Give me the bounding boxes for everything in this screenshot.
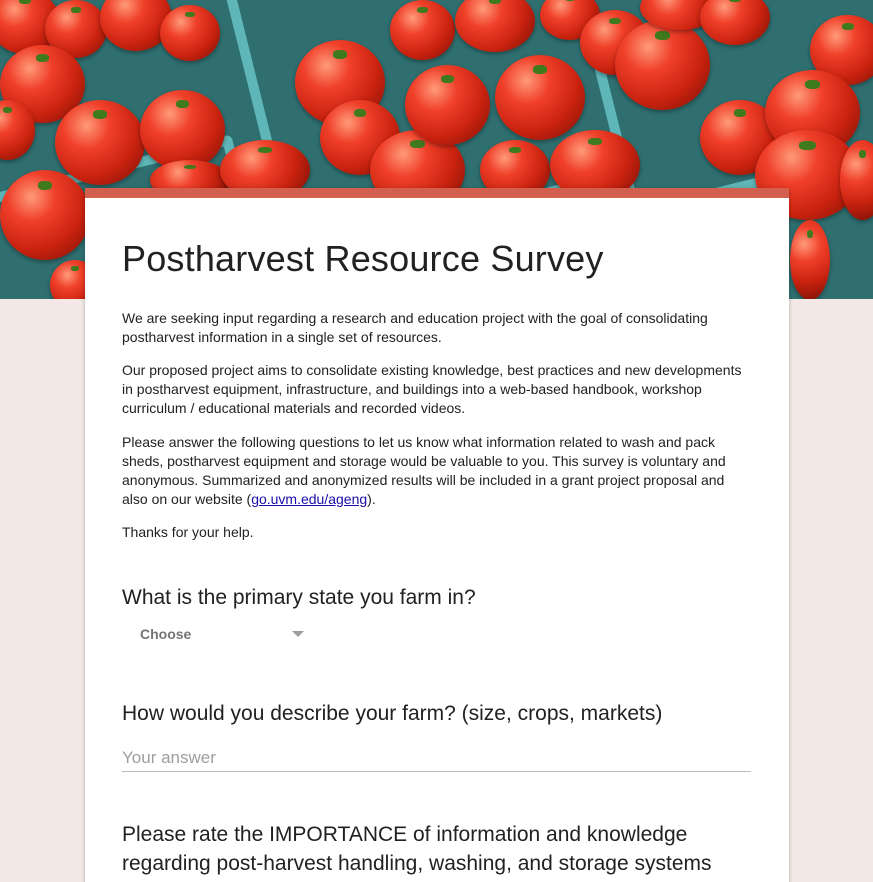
description-text: Please answer the following questions to let us know what information related to wash and pack sheds, postharvest equipment and storage would be valuable to you. This survey is voluntary and anonymous. Summarized and anonymized results will be included in a grant project proposal and also on our website (: [122, 434, 726, 507]
question-title-state: What is the primary state you farm in?: [122, 586, 476, 609]
form-description-paragraph: Thanks for your help.: [122, 524, 254, 540]
description-text: ).: [367, 491, 376, 507]
question-title-importance: Please rate the IMPORTANCE of information and knowledge regarding post-harvest handling, washing, and storage systems: [122, 823, 712, 875]
website-link[interactable]: go.uvm.edu/ageng: [251, 491, 368, 507]
form-description-paragraph: Our proposed project aims to consolidate existing knowledge, best practices and new developments in postharvest equipment, infrastructure, and buildings into a web-based handbook, workshop curriculum / educational materials and recorded videos.: [122, 362, 742, 416]
form-accent-bar: [85, 188, 789, 198]
farm-description-input[interactable]: [122, 745, 751, 772]
question-title-farm: How would you describe your farm? (size, crops, markets): [122, 702, 663, 725]
arrow-drop-down-icon: [292, 631, 304, 637]
form-description-paragraph: We are seeking input regarding a research and education project with the goal of consolidating postharvest information in a single set of resources.: [122, 310, 708, 345]
form-description-paragraph: [122, 433, 752, 509]
state-dropdown[interactable]: [122, 624, 312, 646]
state-dropdown-value: Choose: [140, 626, 192, 642]
form-title: Postharvest Resource Survey: [122, 238, 604, 279]
form-card: [85, 188, 789, 882]
